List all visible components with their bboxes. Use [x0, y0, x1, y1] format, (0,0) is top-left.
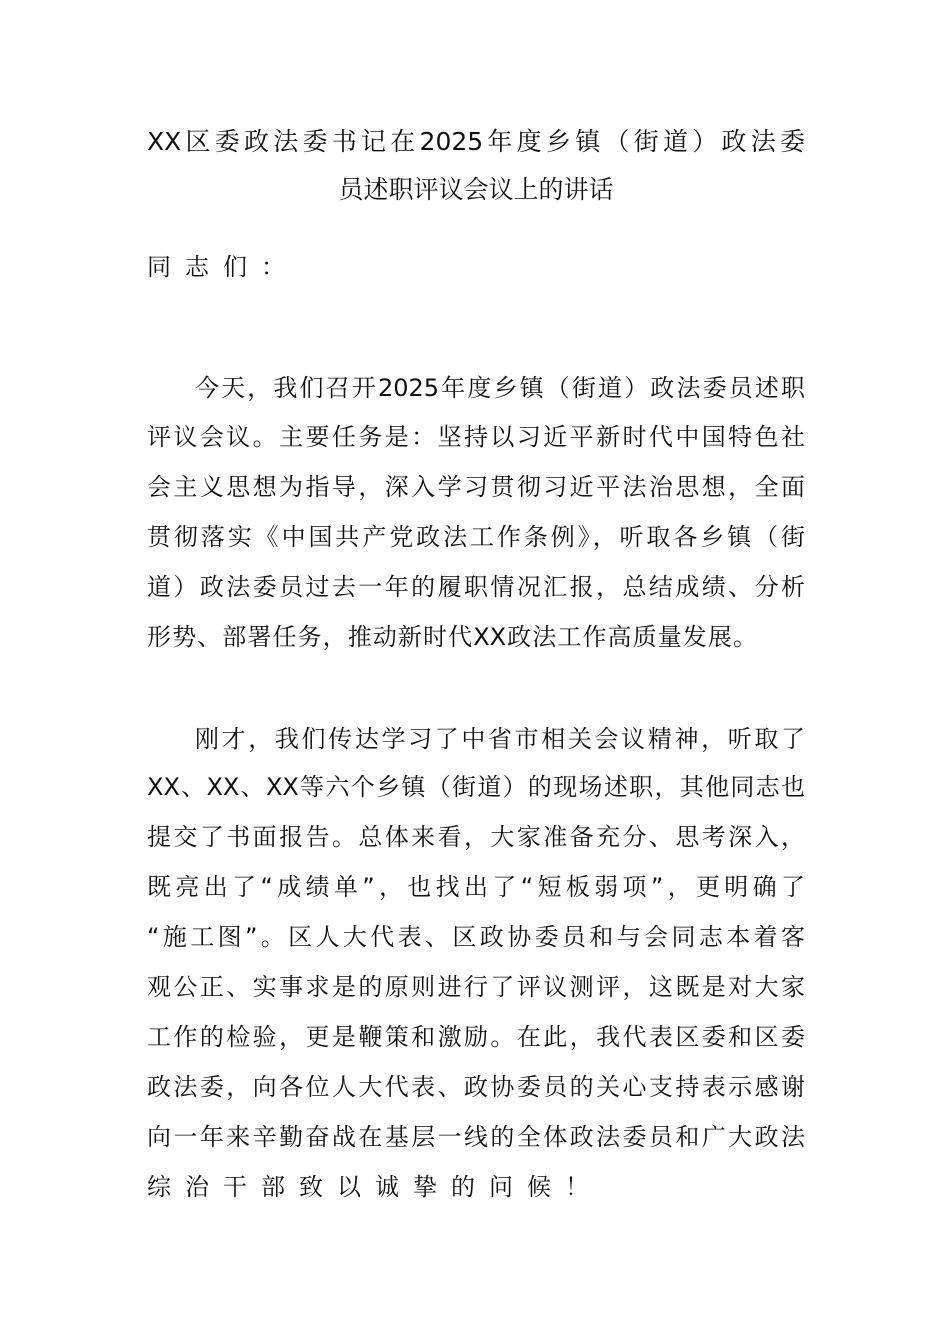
document-title-line-2: 员述职评议会议上的讲话: [338, 175, 614, 204]
paragraph-line: XX、XX、XX等六个乡镇（街道）的现场述职，其他同志也: [147, 773, 805, 801]
paragraph-line: 道）政法委员过去一年的履职情况汇报，总结成绩、分析: [147, 573, 805, 601]
paragraph-line: 既亮出了“成绩单”，也找出了“短板弱项”，更明确了: [147, 873, 805, 901]
paragraph-line: 贯彻落实《中国共产党政法工作条例》，听取各乡镇（街: [147, 523, 805, 551]
greeting: 同志们：: [147, 253, 299, 281]
paragraph-line: 刚才，我们传达学习了中省市相关会议精神，听取了: [195, 725, 805, 753]
document-title-line-1: XX区委政法委书记在2025年度乡镇（街道）政法委: [147, 127, 805, 156]
paragraph-line: 向一年来辛勤奋战在基层一线的全体政法委员和广大政法: [147, 1123, 805, 1151]
paragraph-line: 形势、部署任务，推动新时代XX政法工作高质量发展。: [147, 623, 757, 651]
paragraph-line: 会主义思想为指导，深入学习贯彻习近平法治思想，全面: [147, 473, 805, 501]
paragraph-line: “施工图”。区人大代表、区政协委员和与会同志本着客: [147, 923, 805, 951]
paragraph-line: 工作的检验，更是鞭策和激励。在此，我代表区委和区委: [147, 1023, 805, 1051]
paragraph-line: 综治干部致以诚挚的问候！: [147, 1173, 603, 1201]
paragraph-line: 政法委，向各位人大代表、政协委员的关心支持表示感谢: [147, 1073, 805, 1101]
paragraph-line: 今天，我们召开2025年度乡镇（街道）政法委员述职: [195, 374, 805, 402]
paragraph-line: 评议会议。主要任务是：坚持以习近平新时代中国特色社: [147, 423, 805, 451]
paragraph-line: 提交了书面报告。总体来看，大家准备充分、思考深入，: [147, 823, 805, 851]
paragraph-line: 观公正、实事求是的原则进行了评议测评，这既是对大家: [147, 973, 805, 1001]
